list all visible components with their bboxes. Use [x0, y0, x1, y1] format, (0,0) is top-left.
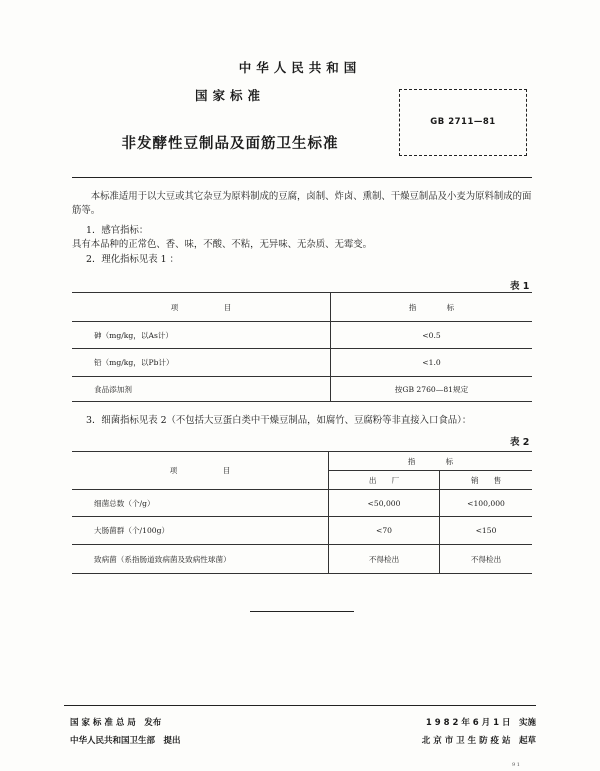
table2-factory: 不得检出 — [329, 545, 440, 574]
section3-text: 3．细菌指标见表 2（不包括大豆蛋白类中干燥豆制品，如腐竹、豆腐粉等非直接入口食品）： — [86, 415, 472, 426]
table2-item: 大肠菌群（个/100g） — [72, 517, 329, 545]
country-heading: 中华人民共和国 — [238, 60, 362, 75]
table2-item: 细菌总数（个/g） — [72, 490, 329, 517]
table1-value: <1.0 — [331, 349, 533, 377]
table-row — [72, 490, 532, 517]
section1-heading: 1．感官指标： — [86, 225, 149, 236]
table1-value: 按GB 2760—81规定 — [331, 377, 533, 402]
page-number: 9 1 — [512, 762, 520, 768]
table-row — [72, 349, 532, 377]
document-title: 非发酵性豆制品及面筋卫生标准 — [121, 136, 339, 152]
table2-col-index: 指 标 — [329, 452, 533, 471]
table2-header-row — [72, 452, 532, 471]
standard-type-heading: 国家标准 — [194, 88, 265, 103]
footer-drafter: 北 京 市 卫 生 防 疫 站 起草 — [421, 736, 536, 746]
section1-text: 具有本品种的正常色、香、味，不酸、不粘，无异味、无杂质、无霉变。 — [72, 239, 373, 250]
footer-proposer: 中华人民共和国卫生部 提出 — [70, 736, 181, 746]
table2-label: 表 2 — [510, 437, 530, 448]
table2-sale: <100,000 — [440, 490, 533, 517]
table2-sale: 不得检出 — [440, 545, 533, 574]
table1-item: 食品添加剂 — [72, 377, 331, 402]
table1-label: 表 1 — [510, 281, 530, 292]
section-divider — [250, 611, 354, 612]
table-row — [72, 322, 532, 349]
table-row — [72, 545, 532, 574]
table1-col-index: 指 标 — [331, 293, 533, 322]
table2-col-item: 项 目 — [72, 452, 329, 490]
table2-sale: <150 — [440, 517, 533, 545]
table1 — [72, 292, 532, 402]
top-rule — [72, 177, 532, 178]
table1-item: 砷（mg/kg，以As计） — [72, 322, 331, 349]
footer-date: 1 9 8 2 年 6 月 1 日 实施 — [425, 718, 536, 728]
table2-factory: <70 — [329, 517, 440, 545]
table-row — [72, 377, 532, 402]
table2-col-factory: 出 厂 — [329, 471, 440, 490]
table2 — [72, 451, 532, 574]
table2-factory: <50,000 — [329, 490, 440, 517]
table1-col-item: 项 目 — [72, 293, 331, 322]
table-row — [72, 517, 532, 545]
table2-item: 致病菌（系指肠道致病菌及致病性球菌） — [72, 545, 329, 574]
table1-item: 铅（mg/kg，以Pb计） — [72, 349, 331, 377]
table1-header-row — [72, 293, 532, 322]
table1-value: <0.5 — [331, 322, 533, 349]
standard-code: GB 2711—81 — [430, 117, 496, 127]
footer-rule — [64, 705, 536, 706]
section2-heading: 2．理化指标见表 1 ： — [86, 254, 179, 265]
footer-issuer: 国 家 标 准 总 局 发布 — [70, 718, 162, 728]
scope-paragraph: 本标准适用于以大豆或其它杂豆为原料制成的豆腐，卤制、炸卤、熏制、干燥豆制品及小麦为原料制成的面筋等。 — [72, 191, 532, 216]
table2-col-sale: 销 售 — [440, 471, 533, 490]
